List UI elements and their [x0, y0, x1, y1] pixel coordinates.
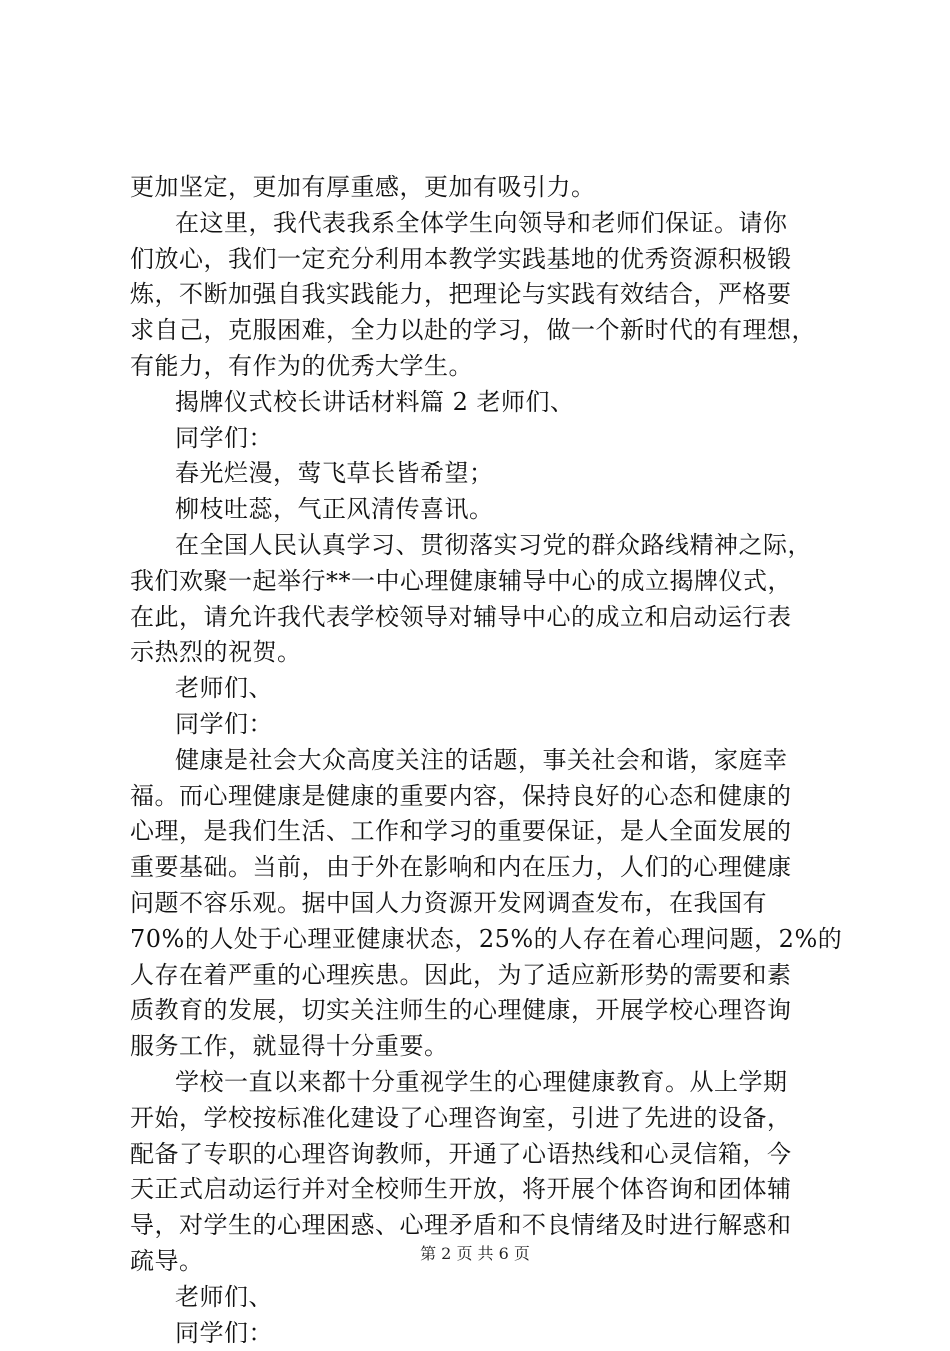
text-line: 重要基础。当前，由于外在影响和内在压力，人们的心理健康	[130, 850, 830, 886]
text-line: 求自己，克服困难，全力以赴的学习，做一个新时代的有理想，	[130, 313, 830, 349]
text-line: 更加坚定，更加有厚重感，更加有吸引力。	[130, 170, 830, 206]
text-line: 我们欢聚一起举行**一中心理健康辅导中心的成立揭牌仪式，	[130, 564, 830, 600]
text-line: 学校一直以来都十分重视学生的心理健康教育。从上学期	[130, 1065, 830, 1101]
text-line: 炼，不断加强自我实践能力，把理论与实践有效结合，严格要	[130, 277, 830, 313]
text-line: 服务工作，就显得十分重要。	[130, 1029, 830, 1065]
text-line: 配备了专职的心理咨询教师，开通了心语热线和心灵信箱，今	[130, 1137, 830, 1173]
text-line: 同学们：	[130, 1316, 830, 1351]
text-line: 天正式启动运行并对全校师生开放，将开展个体咨询和团体辅	[130, 1172, 830, 1208]
text-line: 导，对学生的心理困惑、心理矛盾和不良情绪及时进行解惑和	[130, 1208, 830, 1244]
text-line: 70%的人处于心理亚健康状态，25%的人存在着心理问题，2%的	[130, 922, 830, 958]
text-line: 疏导。	[130, 1244, 830, 1280]
text-line: 健康是社会大众高度关注的话题，事关社会和谐，家庭幸	[130, 743, 830, 779]
text-line: 示热烈的祝贺。	[130, 635, 830, 671]
page-footer	[0, 1244, 950, 1264]
text-line: 心理，是我们生活、工作和学习的重要保证，是人全面发展的	[130, 814, 830, 850]
text-line: 春光烂漫，莺飞草长皆希望；	[130, 456, 830, 492]
text-line: 老师们、	[130, 1280, 830, 1316]
text-line: 柳枝吐蕊，气正风清传喜讯。	[130, 492, 830, 528]
page-number-label: 第 2 页 共 6 页	[420, 1244, 530, 1263]
text-line: 们放心，我们一定充分利用本教学实践基地的优秀资源积极锻	[130, 242, 830, 278]
text-line: 人存在着严重的心理疾患。因此，为了适应新形势的需要和素	[130, 958, 830, 994]
text-line: 福。而心理健康是健康的重要内容，保持良好的心态和健康的	[130, 779, 830, 815]
text-line: 开始，学校按标准化建设了心理咨询室，引进了先进的设备，	[130, 1101, 830, 1137]
text-line: 揭牌仪式校长讲话材料篇 2 老师们、	[130, 385, 830, 421]
document-body	[130, 170, 830, 1351]
text-line: 在全国人民认真学习、贯彻落实习党的群众路线精神之际，	[130, 528, 830, 564]
text-line: 在此，请允许我代表学校领导对辅导中心的成立和启动运行表	[130, 600, 830, 636]
text-line: 质教育的发展，切实关注师生的心理健康，开展学校心理咨询	[130, 993, 830, 1029]
text-line: 同学们：	[130, 421, 830, 457]
text-line: 老师们、	[130, 671, 830, 707]
text-line: 同学们：	[130, 707, 830, 743]
text-line: 有能力，有作为的优秀大学生。	[130, 349, 830, 385]
text-line: 问题不容乐观。据中国人力资源开发网调查发布，在我国有	[130, 886, 830, 922]
text-line: 在这里，我代表我系全体学生向领导和老师们保证。请你	[130, 206, 830, 242]
